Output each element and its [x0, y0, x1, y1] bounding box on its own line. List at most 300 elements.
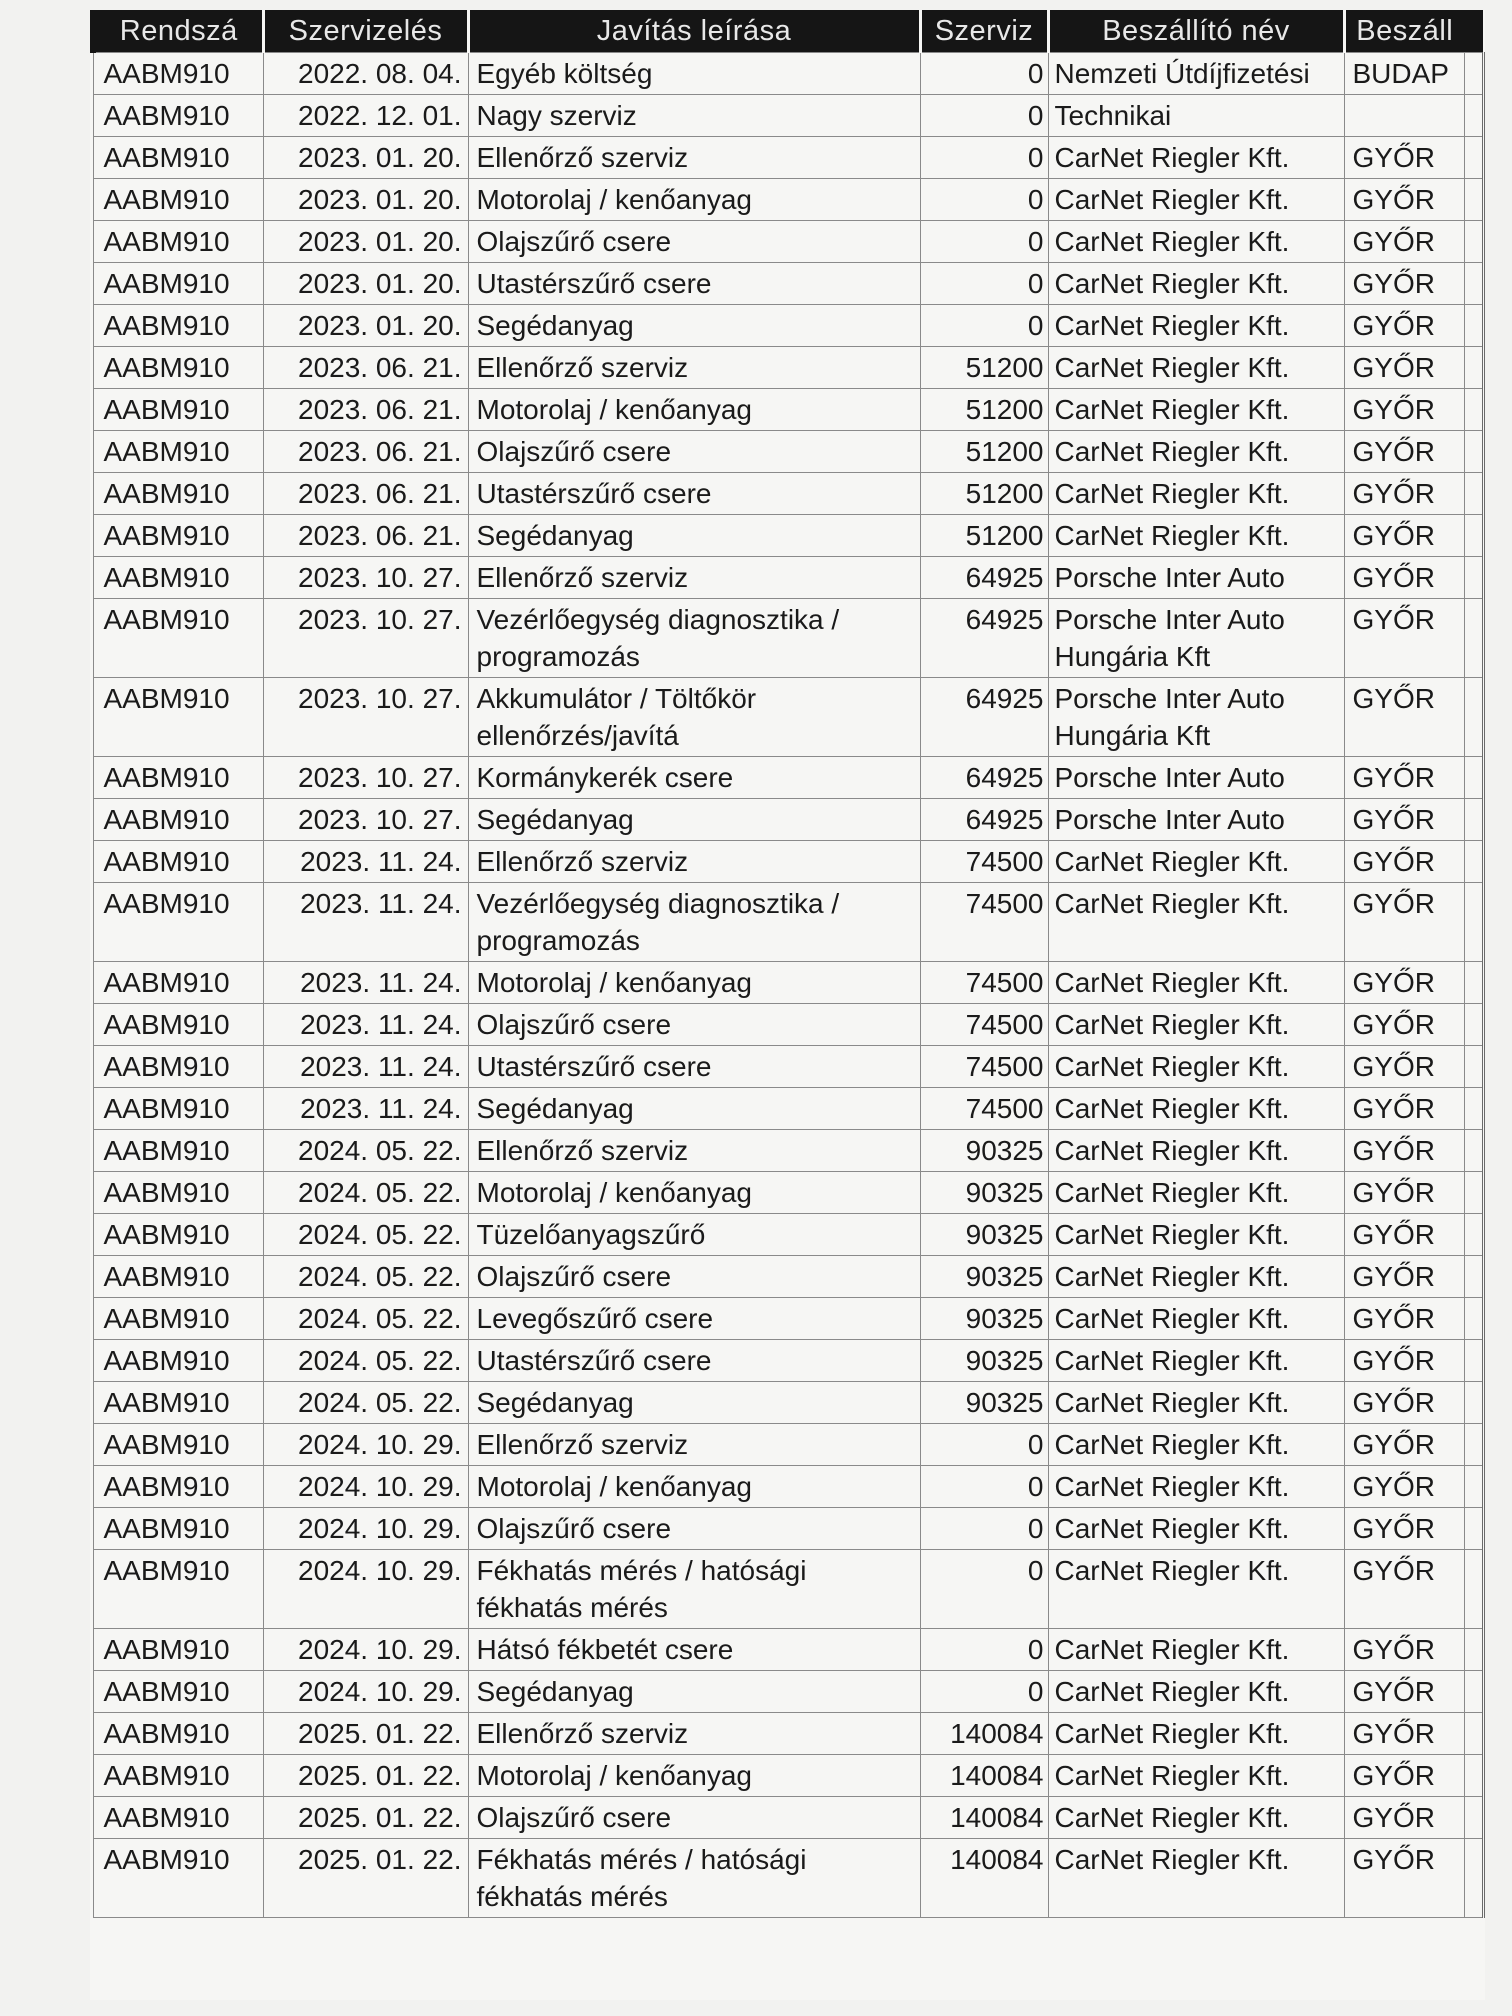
row-edge [1464, 1382, 1483, 1424]
row-edge [1464, 473, 1483, 515]
cell-plate: AABM910 [93, 1130, 263, 1172]
cell-supplier-name: CarNet Riegler Kft. [1048, 1713, 1344, 1755]
cell-supplier-name: CarNet Riegler Kft. [1048, 1797, 1344, 1839]
cell-service-cost: 64925 [920, 799, 1048, 841]
table-row [93, 1214, 1483, 1256]
cell-service-cost: 0 [920, 1466, 1048, 1508]
table-row [93, 1755, 1483, 1797]
cell-service-date: 2023. 01. 20. [263, 263, 468, 305]
row-edge [1464, 1550, 1483, 1629]
cell-plate: AABM910 [93, 389, 263, 431]
cell-service-date: 2023. 01. 20. [263, 305, 468, 347]
cell-description: Fékhatás mérés / hatósági fékhatás mérés [468, 1550, 920, 1629]
cell-service-date: 2024. 05. 22. [263, 1298, 468, 1340]
cell-description: Utastérszűrő csere [468, 263, 920, 305]
cell-supplier-name: CarNet Riegler Kft. [1048, 1466, 1344, 1508]
row-edge [1464, 1466, 1483, 1508]
row-edge [1464, 179, 1483, 221]
cell-description: Ellenőrző szerviz [468, 1424, 920, 1466]
cell-plate: AABM910 [93, 1046, 263, 1088]
cell-supplier-city: GYŐR [1344, 1629, 1464, 1671]
cell-service-date: 2024. 10. 29. [263, 1671, 468, 1713]
cell-plate: AABM910 [93, 1004, 263, 1046]
cell-supplier-city [1344, 95, 1464, 137]
cell-service-date: 2023. 11. 24. [263, 1088, 468, 1130]
cell-description: Motorolaj / kenőanyag [468, 962, 920, 1004]
cell-supplier-name: Technikai [1048, 95, 1344, 137]
row-edge [1464, 757, 1483, 799]
table-row [93, 137, 1483, 179]
cell-service-date: 2022. 12. 01. [263, 95, 468, 137]
cell-plate: AABM910 [93, 1340, 263, 1382]
table-row [93, 179, 1483, 221]
cell-supplier-name: Nemzeti Útdíjfizetési [1048, 53, 1344, 95]
cell-description: Ellenőrző szerviz [468, 1713, 920, 1755]
cell-supplier-city: GYŐR [1344, 599, 1464, 678]
cell-service-cost: 74500 [920, 841, 1048, 883]
cell-plate: AABM910 [93, 1298, 263, 1340]
cell-supplier-name: CarNet Riegler Kft. [1048, 221, 1344, 263]
row-edge [1464, 1755, 1483, 1797]
table-row [93, 1004, 1483, 1046]
table-row [93, 1340, 1483, 1382]
cell-supplier-city: GYŐR [1344, 1214, 1464, 1256]
table-row [93, 1424, 1483, 1466]
cell-description: Olajszűrő csere [468, 1004, 920, 1046]
cell-supplier-city: GYŐR [1344, 1466, 1464, 1508]
cell-supplier-city: GYŐR [1344, 1755, 1464, 1797]
cell-supplier-city: GYŐR [1344, 1797, 1464, 1839]
table-row [93, 1713, 1483, 1755]
cell-supplier-city: GYŐR [1344, 515, 1464, 557]
cell-service-date: 2023. 06. 21. [263, 431, 468, 473]
cell-supplier-name: CarNet Riegler Kft. [1048, 473, 1344, 515]
cell-plate: AABM910 [93, 1755, 263, 1797]
cell-plate: AABM910 [93, 1629, 263, 1671]
cell-service-date: 2023. 10. 27. [263, 557, 468, 599]
cell-service-cost: 0 [920, 53, 1048, 95]
cell-plate: AABM910 [93, 1424, 263, 1466]
cell-supplier-name: CarNet Riegler Kft. [1048, 515, 1344, 557]
cell-supplier-name: CarNet Riegler Kft. [1048, 1382, 1344, 1424]
cell-supplier-name: CarNet Riegler Kft. [1048, 883, 1344, 962]
cell-service-cost: 0 [920, 1629, 1048, 1671]
row-edge [1464, 515, 1483, 557]
cell-supplier-name: Porsche Inter Auto [1048, 799, 1344, 841]
cell-supplier-city: GYŐR [1344, 1839, 1464, 1918]
cell-service-date: 2024. 10. 29. [263, 1508, 468, 1550]
cell-plate: AABM910 [93, 1797, 263, 1839]
cell-service-cost: 51200 [920, 515, 1048, 557]
row-edge [1464, 1130, 1483, 1172]
cell-description: Utastérszűrő csere [468, 473, 920, 515]
row-edge [1464, 599, 1483, 678]
header-service-date: Szervizelés [263, 10, 468, 53]
cell-description: Olajszűrő csere [468, 431, 920, 473]
cell-plate: AABM910 [93, 962, 263, 1004]
cell-service-cost: 90325 [920, 1256, 1048, 1298]
cell-supplier-city: GYŐR [1344, 678, 1464, 757]
cell-supplier-name: CarNet Riegler Kft. [1048, 179, 1344, 221]
cell-service-cost: 0 [920, 95, 1048, 137]
row-edge [1464, 95, 1483, 137]
cell-service-cost: 51200 [920, 389, 1048, 431]
row-edge [1464, 1004, 1483, 1046]
table-row [93, 1629, 1483, 1671]
cell-service-date: 2024. 10. 29. [263, 1424, 468, 1466]
table-row [93, 1046, 1483, 1088]
cell-description: Ellenőrző szerviz [468, 557, 920, 599]
cell-description: Segédanyag [468, 515, 920, 557]
cell-service-date: 2024. 05. 22. [263, 1256, 468, 1298]
cell-service-date: 2023. 11. 24. [263, 1046, 468, 1088]
cell-service-cost: 90325 [920, 1214, 1048, 1256]
cell-supplier-name: CarNet Riegler Kft. [1048, 1172, 1344, 1214]
cell-plate: AABM910 [93, 1214, 263, 1256]
cell-service-date: 2023. 06. 21. [263, 515, 468, 557]
table-row [93, 678, 1483, 757]
cell-plate: AABM910 [93, 515, 263, 557]
cell-service-cost: 90325 [920, 1340, 1048, 1382]
cell-supplier-name: CarNet Riegler Kft. [1048, 1088, 1344, 1130]
row-edge [1464, 1508, 1483, 1550]
cell-supplier-name: CarNet Riegler Kft. [1048, 1629, 1344, 1671]
table-row [93, 799, 1483, 841]
cell-supplier-city: GYŐR [1344, 1172, 1464, 1214]
table-row [93, 1466, 1483, 1508]
cell-plate: AABM910 [93, 841, 263, 883]
cell-plate: AABM910 [93, 1713, 263, 1755]
cell-service-date: 2024. 10. 29. [263, 1550, 468, 1629]
cell-description: Levegőszűrő csere [468, 1298, 920, 1340]
cell-supplier-city: GYŐR [1344, 137, 1464, 179]
cell-description: Ellenőrző szerviz [468, 347, 920, 389]
cell-plate: AABM910 [93, 347, 263, 389]
cell-supplier-name: CarNet Riegler Kft. [1048, 431, 1344, 473]
cell-service-cost: 64925 [920, 557, 1048, 599]
cell-plate: AABM910 [93, 263, 263, 305]
cell-supplier-city: GYŐR [1344, 1256, 1464, 1298]
cell-service-date: 2023. 11. 24. [263, 883, 468, 962]
header-edge [1464, 10, 1483, 53]
table-row [93, 1508, 1483, 1550]
row-edge [1464, 221, 1483, 263]
cell-description: Olajszűrő csere [468, 1256, 920, 1298]
cell-description: Fékhatás mérés / hatósági fékhatás mérés [468, 1839, 920, 1918]
cell-supplier-city: GYŐR [1344, 221, 1464, 263]
cell-plate: AABM910 [93, 1382, 263, 1424]
row-edge [1464, 678, 1483, 757]
table-row [93, 1172, 1483, 1214]
cell-service-date: 2025. 01. 22. [263, 1839, 468, 1918]
cell-service-date: 2023. 10. 27. [263, 678, 468, 757]
row-edge [1464, 305, 1483, 347]
cell-service-date: 2023. 10. 27. [263, 757, 468, 799]
cell-supplier-city: GYŐR [1344, 263, 1464, 305]
cell-service-cost: 90325 [920, 1172, 1048, 1214]
cell-description: Ellenőrző szerviz [468, 137, 920, 179]
table-row [93, 1671, 1483, 1713]
cell-supplier-name: CarNet Riegler Kft. [1048, 1340, 1344, 1382]
cell-supplier-city: GYŐR [1344, 1004, 1464, 1046]
cell-description: Olajszűrő csere [468, 1797, 920, 1839]
cell-supplier-city: GYŐR [1344, 557, 1464, 599]
cell-service-cost: 74500 [920, 1046, 1048, 1088]
cell-supplier-city: GYŐR [1344, 305, 1464, 347]
header-plate: Rendszá [93, 10, 263, 53]
table-row [93, 599, 1483, 678]
header-row [93, 10, 1483, 53]
row-edge [1464, 431, 1483, 473]
cell-service-cost: 51200 [920, 347, 1048, 389]
cell-supplier-name: CarNet Riegler Kft. [1048, 347, 1344, 389]
cell-plate: AABM910 [93, 179, 263, 221]
row-edge [1464, 1088, 1483, 1130]
header-supplier-name: Beszállító név [1048, 10, 1344, 53]
cell-service-cost: 74500 [920, 883, 1048, 962]
table-row [93, 1256, 1483, 1298]
cell-service-date: 2022. 08. 04. [263, 53, 468, 95]
cell-supplier-name: CarNet Riegler Kft. [1048, 1550, 1344, 1629]
cell-supplier-city: GYŐR [1344, 1340, 1464, 1382]
cell-plate: AABM910 [93, 883, 263, 962]
table-row [93, 53, 1483, 95]
cell-plate: AABM910 [93, 757, 263, 799]
table-row [93, 473, 1483, 515]
row-edge [1464, 1629, 1483, 1671]
cell-service-cost: 0 [920, 1550, 1048, 1629]
cell-description: Vezérlőegység diagnosztika / programozás [468, 599, 920, 678]
cell-service-date: 2023. 06. 21. [263, 389, 468, 431]
cell-description: Kormánykerék csere [468, 757, 920, 799]
cell-description: Motorolaj / kenőanyag [468, 179, 920, 221]
cell-supplier-city: GYŐR [1344, 841, 1464, 883]
cell-service-date: 2025. 01. 22. [263, 1797, 468, 1839]
row-edge [1464, 1172, 1483, 1214]
table-row [93, 1550, 1483, 1629]
table-row [93, 431, 1483, 473]
cell-supplier-city: GYŐR [1344, 1424, 1464, 1466]
cell-service-date: 2025. 01. 22. [263, 1713, 468, 1755]
cell-service-date: 2023. 11. 24. [263, 962, 468, 1004]
cell-service-cost: 0 [920, 305, 1048, 347]
table-row [93, 1088, 1483, 1130]
cell-plate: AABM910 [93, 599, 263, 678]
row-edge [1464, 1424, 1483, 1466]
cell-description: Olajszűrő csere [468, 221, 920, 263]
row-edge [1464, 263, 1483, 305]
cell-supplier-city: BUDAP [1344, 53, 1464, 95]
cell-plate: AABM910 [93, 1256, 263, 1298]
cell-service-date: 2023. 11. 24. [263, 1004, 468, 1046]
cell-service-date: 2024. 10. 29. [263, 1629, 468, 1671]
row-edge [1464, 1214, 1483, 1256]
cell-supplier-name: CarNet Riegler Kft. [1048, 389, 1344, 431]
cell-service-cost: 74500 [920, 1004, 1048, 1046]
cell-plate: AABM910 [93, 473, 263, 515]
cell-supplier-city: GYŐR [1344, 883, 1464, 962]
cell-supplier-city: GYŐR [1344, 347, 1464, 389]
row-edge [1464, 799, 1483, 841]
cell-supplier-name: Porsche Inter Auto Hungária Kft [1048, 599, 1344, 678]
table-row [93, 557, 1483, 599]
cell-supplier-name: CarNet Riegler Kft. [1048, 1298, 1344, 1340]
cell-service-cost: 0 [920, 1508, 1048, 1550]
row-edge [1464, 1797, 1483, 1839]
cell-service-date: 2025. 01. 22. [263, 1755, 468, 1797]
cell-service-cost: 51200 [920, 473, 1048, 515]
table-row [93, 347, 1483, 389]
cell-service-cost: 0 [920, 1671, 1048, 1713]
cell-description: Motorolaj / kenőanyag [468, 1172, 920, 1214]
cell-supplier-name: CarNet Riegler Kft. [1048, 962, 1344, 1004]
cell-service-date: 2023. 01. 20. [263, 179, 468, 221]
row-edge [1464, 347, 1483, 389]
cell-service-date: 2023. 10. 27. [263, 599, 468, 678]
cell-description: Nagy szerviz [468, 95, 920, 137]
cell-supplier-name: CarNet Riegler Kft. [1048, 137, 1344, 179]
table-row [93, 1130, 1483, 1172]
cell-service-cost: 64925 [920, 678, 1048, 757]
row-edge [1464, 1713, 1483, 1755]
cell-supplier-city: GYŐR [1344, 431, 1464, 473]
table-row [93, 305, 1483, 347]
cell-supplier-city: GYŐR [1344, 1088, 1464, 1130]
cell-plate: AABM910 [93, 1466, 263, 1508]
cell-service-cost: 90325 [920, 1130, 1048, 1172]
cell-plate: AABM910 [93, 431, 263, 473]
cell-plate: AABM910 [93, 1839, 263, 1918]
cell-description: Vezérlőegység diagnosztika / programozás [468, 883, 920, 962]
cell-service-cost: 0 [920, 221, 1048, 263]
cell-description: Segédanyag [468, 1382, 920, 1424]
cell-plate: AABM910 [93, 1088, 263, 1130]
cell-description: Segédanyag [468, 1088, 920, 1130]
cell-service-cost: 140084 [920, 1797, 1048, 1839]
row-edge [1464, 1256, 1483, 1298]
cell-plate: AABM910 [93, 1550, 263, 1629]
row-edge [1464, 389, 1483, 431]
cell-supplier-name: CarNet Riegler Kft. [1048, 1130, 1344, 1172]
row-edge [1464, 962, 1483, 1004]
cell-service-date: 2023. 10. 27. [263, 799, 468, 841]
cell-supplier-name: Porsche Inter Auto [1048, 757, 1344, 799]
table-body [93, 53, 1483, 1918]
table-row [93, 757, 1483, 799]
service-history-table [90, 10, 1485, 1918]
cell-service-date: 2024. 05. 22. [263, 1382, 468, 1424]
table-row [93, 515, 1483, 557]
cell-supplier-name: CarNet Riegler Kft. [1048, 1671, 1344, 1713]
cell-plate: AABM910 [93, 678, 263, 757]
table-row [93, 883, 1483, 962]
row-edge [1464, 1839, 1483, 1918]
cell-plate: AABM910 [93, 1671, 263, 1713]
cell-plate: AABM910 [93, 1508, 263, 1550]
cell-service-cost: 51200 [920, 431, 1048, 473]
cell-service-cost: 0 [920, 1424, 1048, 1466]
table-row [93, 841, 1483, 883]
cell-supplier-name: CarNet Riegler Kft. [1048, 1839, 1344, 1918]
cell-plate: AABM910 [93, 557, 263, 599]
cell-supplier-name: CarNet Riegler Kft. [1048, 1046, 1344, 1088]
cell-supplier-city: GYŐR [1344, 962, 1464, 1004]
cell-supplier-city: GYŐR [1344, 389, 1464, 431]
cell-service-cost: 64925 [920, 599, 1048, 678]
cell-plate: AABM910 [93, 221, 263, 263]
cell-service-cost: 64925 [920, 757, 1048, 799]
cell-service-date: 2024. 10. 29. [263, 1466, 468, 1508]
row-edge [1464, 1046, 1483, 1088]
cell-description: Ellenőrző szerviz [468, 1130, 920, 1172]
cell-service-date: 2023. 06. 21. [263, 473, 468, 515]
cell-service-date: 2024. 05. 22. [263, 1214, 468, 1256]
table-row [93, 1298, 1483, 1340]
cell-supplier-city: GYŐR [1344, 1298, 1464, 1340]
cell-supplier-city: GYŐR [1344, 1671, 1464, 1713]
cell-plate: AABM910 [93, 1172, 263, 1214]
table-row [93, 1839, 1483, 1918]
cell-supplier-city: GYŐR [1344, 1130, 1464, 1172]
cell-supplier-city: GYŐR [1344, 473, 1464, 515]
cell-description: Segédanyag [468, 305, 920, 347]
cell-supplier-name: CarNet Riegler Kft. [1048, 841, 1344, 883]
header-service-cost: Szerviz [920, 10, 1048, 53]
cell-description: Segédanyag [468, 799, 920, 841]
cell-plate: AABM910 [93, 137, 263, 179]
cell-service-date: 2024. 05. 22. [263, 1130, 468, 1172]
cell-supplier-name: CarNet Riegler Kft. [1048, 305, 1344, 347]
cell-description: Olajszűrő csere [468, 1508, 920, 1550]
cell-description: Motorolaj / kenőanyag [468, 389, 920, 431]
cell-service-date: 2024. 05. 22. [263, 1172, 468, 1214]
cell-description: Egyéb költség [468, 53, 920, 95]
table-row [93, 962, 1483, 1004]
table-row [93, 263, 1483, 305]
cell-description: Utastérszűrő csere [468, 1340, 920, 1382]
row-edge [1464, 1340, 1483, 1382]
cell-supplier-city: GYŐR [1344, 1713, 1464, 1755]
cell-plate: AABM910 [93, 799, 263, 841]
table-row [93, 1797, 1483, 1839]
table-row [93, 389, 1483, 431]
cell-description: Akkumulátor / Töltőkör ellenőrzés/javítá [468, 678, 920, 757]
table-row [93, 1382, 1483, 1424]
cell-description: Hátsó fékbetét csere [468, 1629, 920, 1671]
cell-supplier-name: CarNet Riegler Kft. [1048, 1256, 1344, 1298]
cell-supplier-name: Porsche Inter Auto [1048, 557, 1344, 599]
cell-service-cost: 140084 [920, 1713, 1048, 1755]
printed-sheet [90, 10, 1485, 2000]
row-edge [1464, 1298, 1483, 1340]
cell-description: Motorolaj / kenőanyag [468, 1466, 920, 1508]
cell-service-date: 2023. 06. 21. [263, 347, 468, 389]
cell-supplier-city: GYŐR [1344, 757, 1464, 799]
cell-supplier-city: GYŐR [1344, 1046, 1464, 1088]
row-edge [1464, 53, 1483, 95]
cell-service-date: 2023. 01. 20. [263, 137, 468, 179]
cell-supplier-city: GYŐR [1344, 799, 1464, 841]
cell-supplier-name: Porsche Inter Auto Hungária Kft [1048, 678, 1344, 757]
cell-description: Motorolaj / kenőanyag [468, 1755, 920, 1797]
cell-supplier-city: GYŐR [1344, 179, 1464, 221]
cell-supplier-city: GYŐR [1344, 1508, 1464, 1550]
cell-supplier-name: CarNet Riegler Kft. [1048, 1424, 1344, 1466]
cell-service-date: 2023. 01. 20. [263, 221, 468, 263]
cell-description: Utastérszűrő csere [468, 1046, 920, 1088]
cell-plate: AABM910 [93, 53, 263, 95]
cell-supplier-city: GYŐR [1344, 1550, 1464, 1629]
